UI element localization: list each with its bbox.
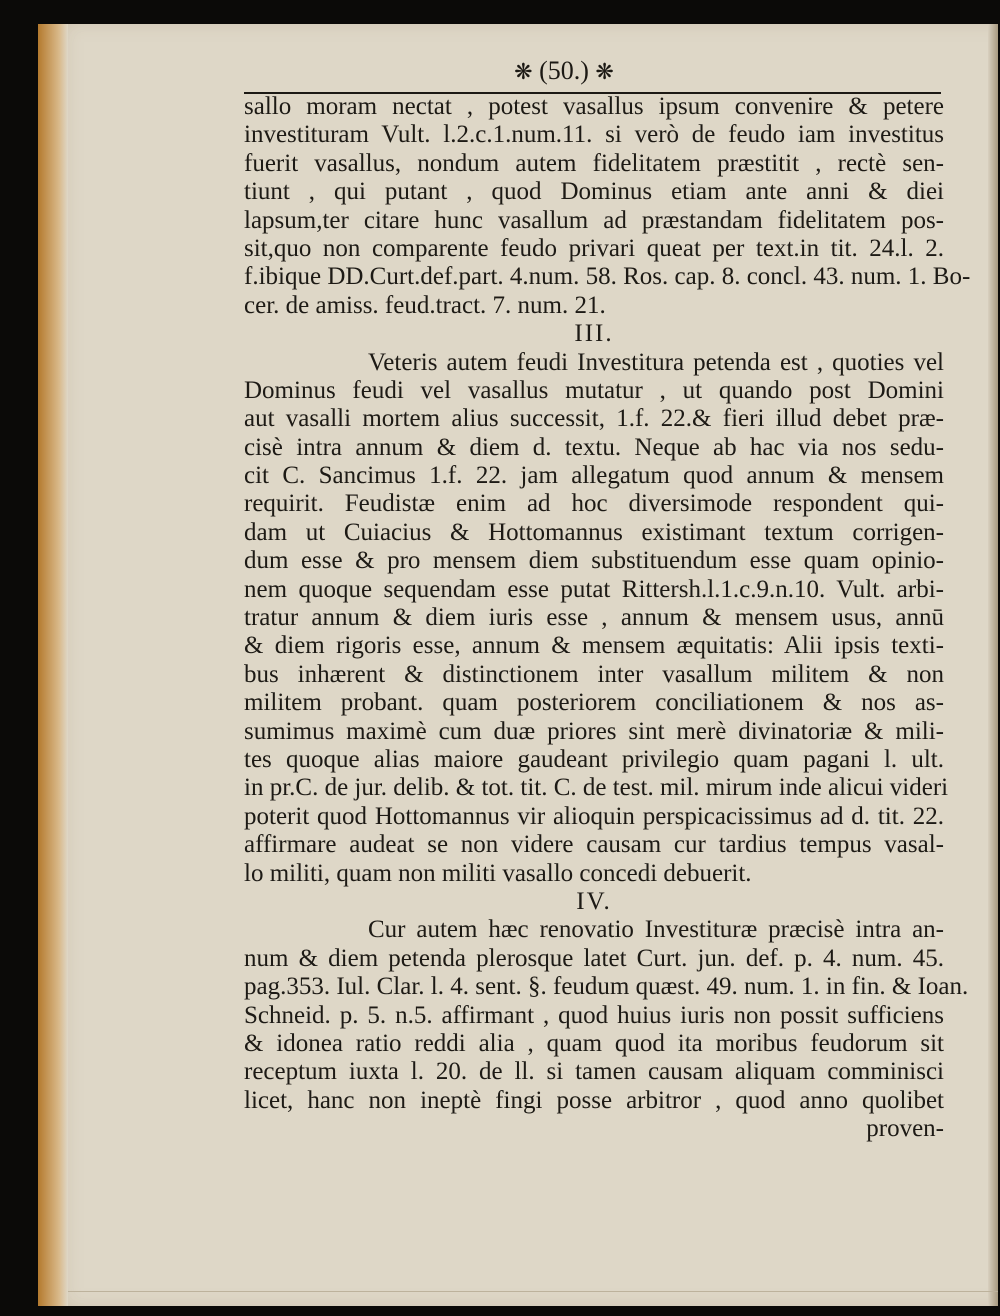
page-bottom-edge — [68, 1291, 998, 1292]
text-line: cit C. Sancimus 1.f. 22. jam allegatum quod annum & mensem — [244, 462, 944, 490]
text-line: Schneid. p. 5. n.5. affirmant , quod huius iuris non possit sufficiens — [244, 1001, 944, 1029]
text-line: investituram Vult. l.2.c.1.num.11. si verò de feudo iam investitus — [244, 121, 944, 149]
text-line: & diem rigoris esse, annum & mensem æquitatis: Alii ipsis texti- — [244, 632, 944, 660]
page-number: (50.) — [539, 56, 589, 85]
text-line: lo militi, quam non militi vasallo concedi debuerit. — [244, 859, 752, 887]
text-line: fuerit vasallus, nondum autem fidelitatem præstitit , rectè sen- — [244, 149, 944, 177]
text-line: sallo moram nectat , potest vasallus ipsum convenire & petere — [244, 93, 944, 120]
page-header — [244, 56, 884, 96]
text-line: f.ibique DD.Curt.def.part. 4.num. 58. Ros. cap. 8. concl. 43. num. 1. Bo- — [244, 263, 971, 291]
text-line: sumimus maximè cum duæ priores sint merè divinatoriæ & mili- — [244, 717, 944, 745]
ornament-right-icon: ❋ — [595, 59, 614, 84]
catchword: proven- — [866, 1115, 944, 1143]
text-line: Dominus feudi vel vasallus mutatur , ut quando post Domini — [244, 376, 944, 404]
ornament-left-icon: ❋ — [514, 59, 533, 84]
text-block — [244, 93, 971, 1143]
text-line: cisè intra annum & diem d. textu. Neque ab hac via nos sedu- — [244, 433, 944, 461]
text-line: tiunt , qui putant , quod Dominus etiam ante anni & diei — [244, 178, 944, 206]
text-line: poterit quod Hottomannus vir alioquin perspicacissimus ad d. tit. 22. — [244, 802, 944, 830]
page-gutter — [38, 24, 68, 1306]
text-line: requirit. Feudistæ enim ad hoc diversimode respondent qui- — [244, 490, 944, 518]
text-line: dum esse & pro mensem diem substituendum esse quam opinio- — [244, 547, 944, 575]
text-line: cer. de amiss. feud.tract. 7. num. 21. — [244, 291, 606, 319]
text-line: bus inhærent & distinctionem inter vasallum militem & non — [244, 660, 944, 688]
text-line: tes quoque alias maiore gaudeant privilegio quam pagani l. ult. — [244, 745, 944, 773]
text-line: in pr.C. de jur. delib. & tot. tit. C. de test. mil. mirum inde alicui videri — [244, 774, 949, 802]
section-heading: III. — [574, 320, 614, 348]
text-line: num & diem petenda plerosque latet Curt. jun. def. p. 4. num. 45. — [244, 944, 944, 972]
text-line: Cur autem hæc renovatio Investituræ præcisè intra an- — [368, 916, 944, 944]
section-heading: IV. — [576, 887, 612, 915]
text-line: licet, hanc non ineptè fingi posse arbitror , quod anno quolibet — [244, 1086, 944, 1114]
text-line: lapsum,ter citare hunc vasallum ad præstandam fidelitatem pos- — [244, 206, 944, 234]
text-line: & idonea ratio reddi alia , quam quod ita moribus feudorum sit — [244, 1029, 944, 1057]
text-line: Veteris autem feudi Investitura petenda est , quoties vel — [368, 348, 944, 376]
text-line: aut vasalli mortem alius successit, 1.f. 22.& fieri illud debet præ- — [244, 405, 944, 433]
text-line: nem quoque sequendam esse putat Rittersh.l.1.c.9.n.10. Vult. arbi- — [244, 575, 944, 603]
text-line: sit,quo non comparente feudo privari queat per text.in tit. 24.l. 2. — [244, 234, 944, 262]
text-line: dam ut Cuiacius & Hottomannus existimant textum corrigen- — [244, 518, 944, 546]
page-edge — [988, 24, 998, 1306]
text-line: affirmare audeat se non videre causam cur tardius tempus vasal- — [244, 831, 944, 859]
text-line: receptum iuxta l. 20. de ll. si tamen causam aliquam comminisci — [244, 1058, 944, 1086]
text-line: pag.353. Iul. Clar. l. 4. sent. §. feudum quæst. 49. num. 1. in fin. & Ioan. — [244, 973, 969, 1001]
text-line: militem probant. quam posteriorem conciliationem & nos as- — [244, 689, 944, 717]
text-line: tratur annum & diem iuris esse , annum & mensem usus, annū — [244, 604, 944, 632]
